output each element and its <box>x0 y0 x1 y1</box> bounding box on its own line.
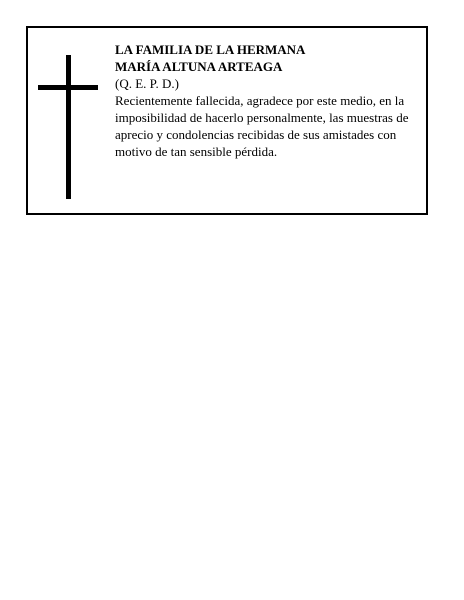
notice-heading-name: MARÍA ALTUNA ARTEAGA <box>115 59 283 74</box>
notice-body: Recientemente fallecida, agradece por este medio, en la imposibilidad de hacerlo personalmente, las muestras de aprecio y condolencias recibidas de sus amistades con motivo de tan sensible pérdida. <box>115 93 409 159</box>
obituary-notice-box <box>26 26 428 215</box>
cross-vertical-bar <box>66 55 71 199</box>
cross-horizontal-bar <box>38 85 98 90</box>
notice-heading-family: LA FAMILIA DE LA HERMANA <box>115 42 306 57</box>
notice-text <box>115 41 423 160</box>
notice-abbreviation: (Q. E. P. D.) <box>115 76 179 91</box>
latin-cross-icon <box>38 55 98 199</box>
